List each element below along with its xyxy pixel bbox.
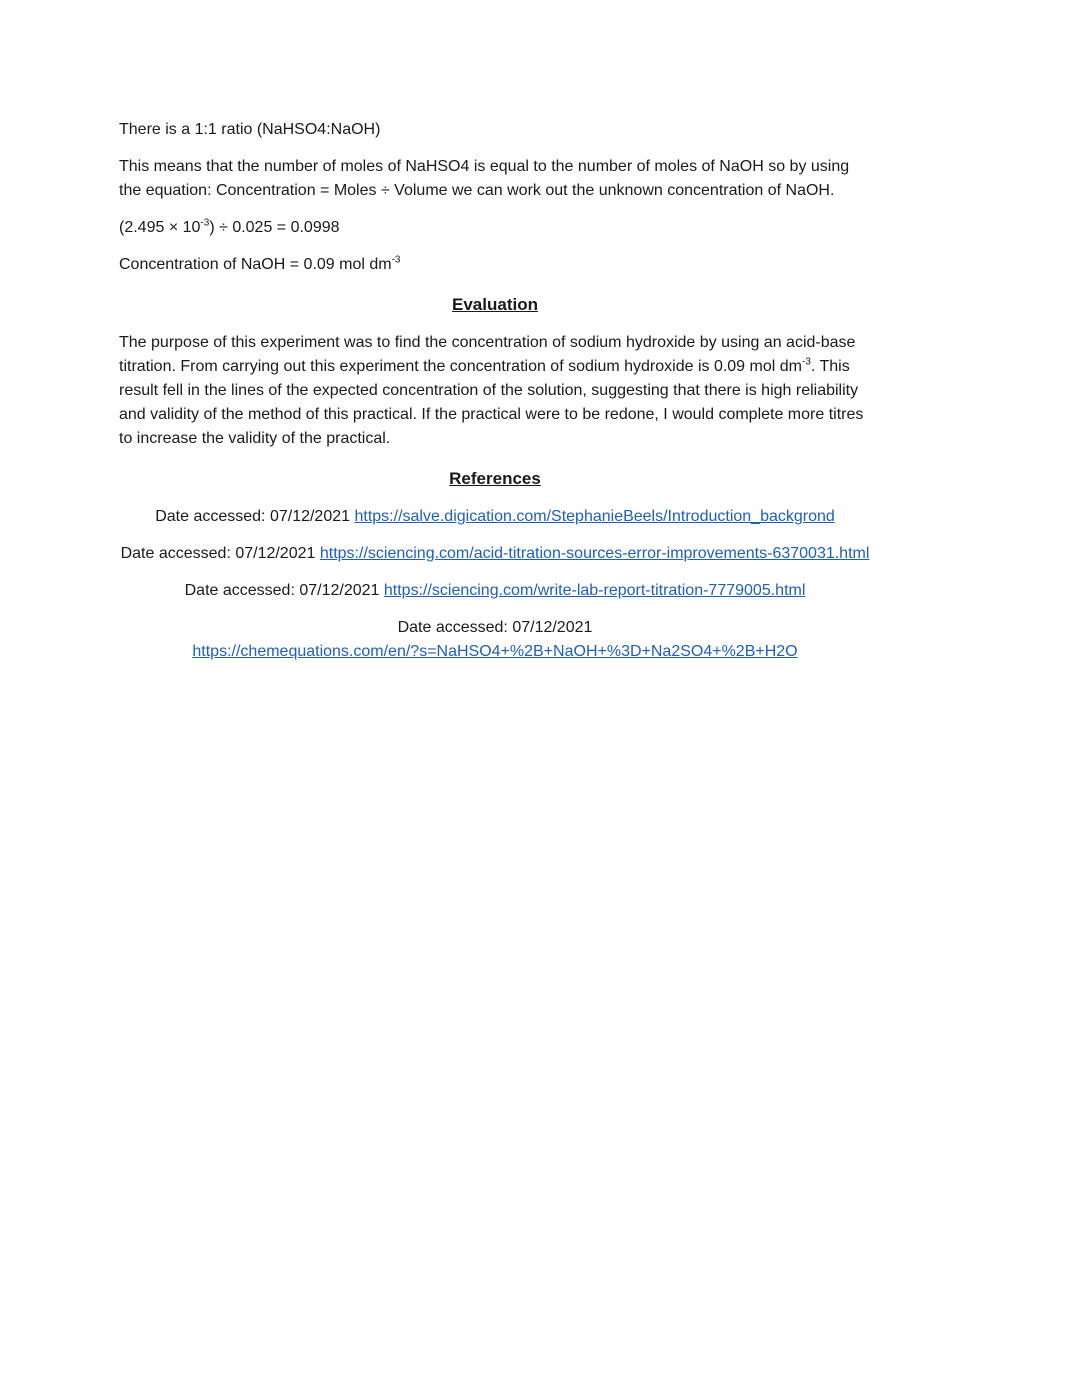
references-heading: References bbox=[449, 469, 541, 488]
evaluation-text-1: The purpose of this experiment was to find the concentration of sodium hydroxide by using an acid-base titration. From carrying out this experiment the concentration of sodium hydroxide is 0.09 mol dm bbox=[119, 334, 856, 375]
evaluation-text-2: . This result fell in the lines of the expected concentration of the solution, suggesting that there is high reliability and validity of the method of this practical. If the practical were to be redone, I would complete more titres to increase the validity of the practical. bbox=[119, 358, 864, 447]
reference-link[interactable]: https://sciencing.com/acid-titration-sources-error-improvements-6370031.html bbox=[319, 545, 870, 562]
reference-date: Date accessed: 07/12/2021 bbox=[120, 545, 316, 562]
reference-link[interactable]: https://salve.digication.com/StephanieBeels/Introduction_backgrond bbox=[354, 508, 835, 525]
reference-date: Date accessed: 07/12/2021 bbox=[184, 582, 380, 599]
document-page bbox=[119, 118, 871, 677]
reference-link[interactable]: https://chemequations.com/en/?s=NaHSO4+%2B+NaOH+%3D+Na2SO4+%2B+H2O bbox=[192, 643, 798, 660]
reference-link[interactable]: https://sciencing.com/write-lab-report-titration-7779005.html bbox=[383, 582, 806, 599]
concentration-result bbox=[119, 253, 871, 277]
reference-item bbox=[119, 616, 871, 664]
reference-date: Date accessed: 07/12/2021 bbox=[397, 619, 593, 636]
explanation-paragraph: This means that the number of moles of NaHSO4 is equal to the number of moles of NaOH so by using the equation: Concentration = Moles ÷ Volume we can work out the unknown concentration of NaOH. bbox=[119, 158, 850, 199]
calculation-part-1: (2.495 × 10 bbox=[119, 219, 201, 236]
evaluation-paragraph bbox=[119, 331, 871, 451]
evaluation-exponent: -3 bbox=[801, 356, 811, 368]
calculation-line bbox=[119, 216, 871, 240]
reference-date: Date accessed: 07/12/2021 bbox=[155, 508, 351, 525]
concentration-text: Concentration of NaOH = 0.09 mol dm bbox=[119, 256, 392, 273]
calculation-exponent: -3 bbox=[200, 217, 210, 229]
reference-item bbox=[119, 542, 871, 566]
reference-item bbox=[119, 579, 871, 603]
concentration-unit-exponent: -3 bbox=[391, 254, 401, 266]
reference-item bbox=[119, 505, 871, 529]
ratio-line: There is a 1:1 ratio (NaHSO4:NaOH) bbox=[119, 121, 381, 138]
calculation-part-2: ) ÷ 0.025 = 0.0998 bbox=[209, 219, 340, 236]
evaluation-heading: Evaluation bbox=[452, 295, 538, 314]
